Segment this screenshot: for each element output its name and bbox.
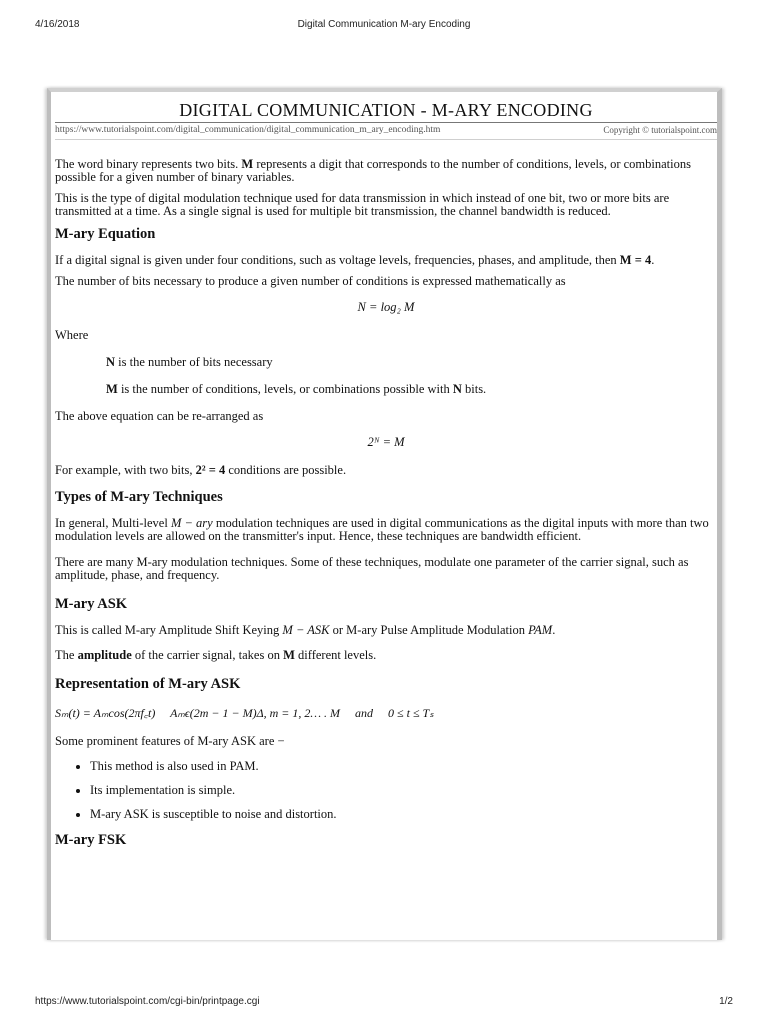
formula-bits: N = log₂ M [357,300,415,314]
example-paragraph: For example, with two bits, 2² = 4 conditions are possible. [55,463,347,477]
formula-ask: Sₘ(t) = Aₘcos(2πf꜀t) Aₘϵ(2m − 1 − M)Δ, m = 1, 2… . M and 0 ≤ t ≤ Tₛ [55,706,434,720]
heading-representation-ask: Representation of M-ary ASK [55,676,241,692]
source-url-link[interactable]: https://www.tutorialspoint.com/digital_communication/digital_communication_m_ary_encoding.htm [55,125,441,135]
footer-url: https://www.tutorialspoint.com/cgi-bin/printpage.cgi [35,996,260,1007]
equation-paragraph-1: If a digital signal is given under four conditions, such as voltage levels, frequencies, phases, and amplitude, then M = 4. [55,253,655,267]
features-list [55,760,717,821]
list-item: • M-ary ASK is susceptible to noise and distortion. [90,808,717,821]
page-title: DIGITAL COMMUNICATION - M-ARY ENCODING [55,98,717,123]
equation-paragraph-2: The number of bits necessary to produce a given number of conditions is expressed mathematically as [55,274,566,288]
heading-m-ary-fsk: M-ary FSK [55,832,127,848]
print-date: 4/16/2018 [35,19,80,30]
intro-paragraph-1: The word binary represents two bits. M represents a digit that corresponds to the number of conditions, levels, or combinations possible for a given number of binary variables. [55,157,691,184]
formula-rearranged: 2ᴺ = M [367,435,405,449]
types-paragraph-2: There are many M-ary modulation techniques. Some of these techniques, modulate one parameter of the carrier signal, such as amplitude, phase, and frequency. [55,555,689,582]
intro-paragraph-2: This is the type of digital modulation technique used for data transmission in which instead of one bit, two or more bits are transmitted at a time. As a single signal is used for multiple bit transmission, the channel bandwidth is reduced. [55,191,670,218]
copyright-notice: Copyright © tutorialspoint.com [603,125,717,135]
print-title: Digital Communication M-ary Encoding [297,19,471,30]
definition-n: N is the number of bits necessary [106,355,273,369]
document-frame [47,88,722,940]
features-intro: Some prominent features of M-ary ASK are − [55,734,285,748]
where-label: Where [55,328,89,342]
page-number: 1/2 [719,996,733,1007]
source-row [55,123,717,140]
document-content [55,92,717,860]
list-item: • Its implementation is simple. [90,784,717,797]
ask-paragraph-2: The amplitude of the carrier signal, takes on M different levels. [55,648,377,662]
heading-m-ary-equation: M-ary Equation [55,226,156,242]
heading-m-ary-ask: M-ary ASK [55,596,128,612]
heading-types: Types of M-ary Techniques [55,489,223,505]
rearranged-paragraph: The above equation can be re-arranged as [55,409,264,423]
types-paragraph-1: In general, Multi-level M − ary modulation techniques are used in digital communications as the digital inputs with more than two modulation levels are allowed on the transmitter's input. Hence, these techniques are bandwidth efficient. [55,516,709,543]
list-item: • This method is also used in PAM. [90,760,717,773]
ask-paragraph-1: This is called M-ary Amplitude Shift Keying M − ASK or M-ary Pulse Amplitude Modulation PAM. [55,623,556,637]
print-header [0,0,768,40]
definition-m: M is the number of conditions, levels, or combinations possible with N bits. [106,382,487,396]
